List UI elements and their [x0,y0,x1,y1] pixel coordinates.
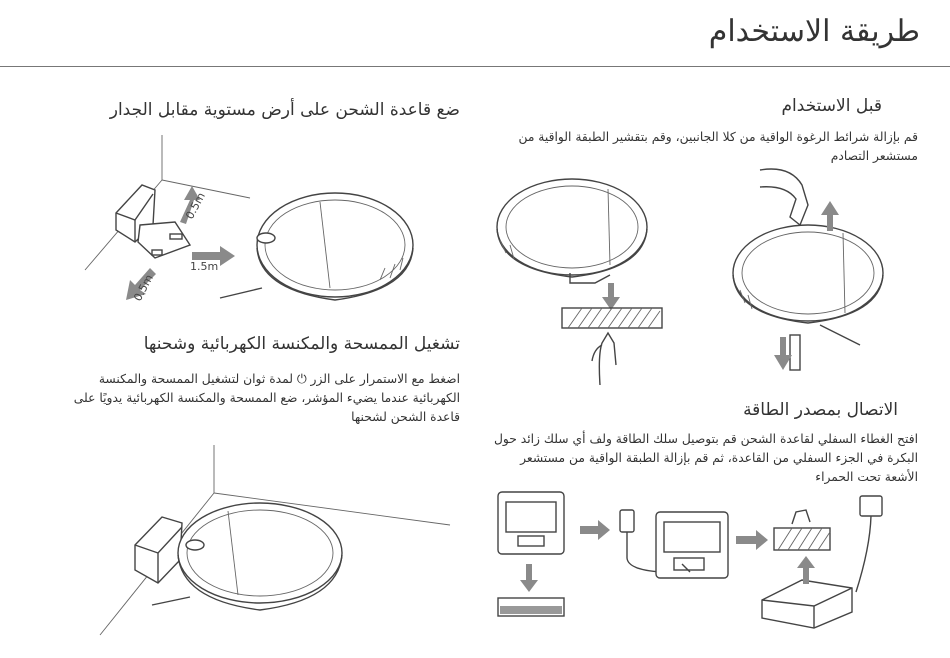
distance-label-side: 0.5m [131,272,156,304]
robot-vacuum [220,193,413,300]
robot-vacuum [152,503,342,610]
ir-film-hatch [778,528,830,550]
charging-dock [135,517,182,583]
foam-strip [562,308,662,328]
charging-dock-front [762,580,852,628]
power-on-heading: تشغيل الممسحة والمكنسة الكهربائية وشحنها [143,334,460,354]
arrow-down-icon [602,283,620,310]
dock-bottom-view [498,492,564,554]
dock-bottom-wired [656,512,728,578]
arrow-right-icon [736,530,768,550]
arrow-down-icon [520,564,538,592]
arrow-right-icon [580,520,610,540]
power-connect-heading: الاتصال بمصدر الطاقة [743,400,898,420]
arrow-down-icon [774,337,792,370]
hand-peeling-film [792,510,810,524]
bottom-cover-strip [500,606,562,614]
hand-pulling-strip [760,169,808,225]
distance-label-front: 1.5m [190,260,219,273]
arrow-up-icon [797,556,815,584]
before-use-heading: قبل الاستخدام [781,96,882,116]
before-use-illustration [490,165,890,390]
distance-label-top: 0.5m [183,190,208,222]
foam-hatch [568,308,660,328]
title-divider [0,66,950,67]
charging-dock [116,185,190,258]
ir-sensor-film [774,528,830,550]
robot-vacuum-left [497,179,647,283]
page-title: طريقة الاستخدام [708,14,920,49]
before-use-text: قم بإزالة شرائط الرغوة الواقية من كلا الجانبين، وقم بتقشير الطبقة الواقية من مستشعر التصادم [518,130,918,163]
power-connect-illustration [492,488,912,633]
dock-placement-heading: ضع قاعدة الشحن على أرض مستوية مقابل الجدار [109,100,460,120]
power-on-illustration [90,445,490,645]
dock-placement-illustration [80,130,410,320]
removed-strip [790,335,800,370]
power-connect-text: افتح الغطاء السفلي لقاعدة الشحن قم بتوصيل سلك الطاقة ولف أي سلك زائد حول البكرة في الجزء السفلي من القاعدة، ثم قم بإزالة الطبقة الواقية من مستشعر الأشعة تحت الحمراء [493,432,918,484]
power-on-text: اضغط مع الاستمرار على الزر ⏻ لمدة ثوان لتشغيل الممسحة والمكنسة الكهربائية عندما يضيء المؤشر، ضع الممسحة والمكنسة الكهربائية يدويًا على قاعدة الشحن لشحنها [73,372,460,424]
hand-peeling [592,333,616,385]
robot-vacuum-right [733,225,883,345]
wall-plug [856,496,882,592]
